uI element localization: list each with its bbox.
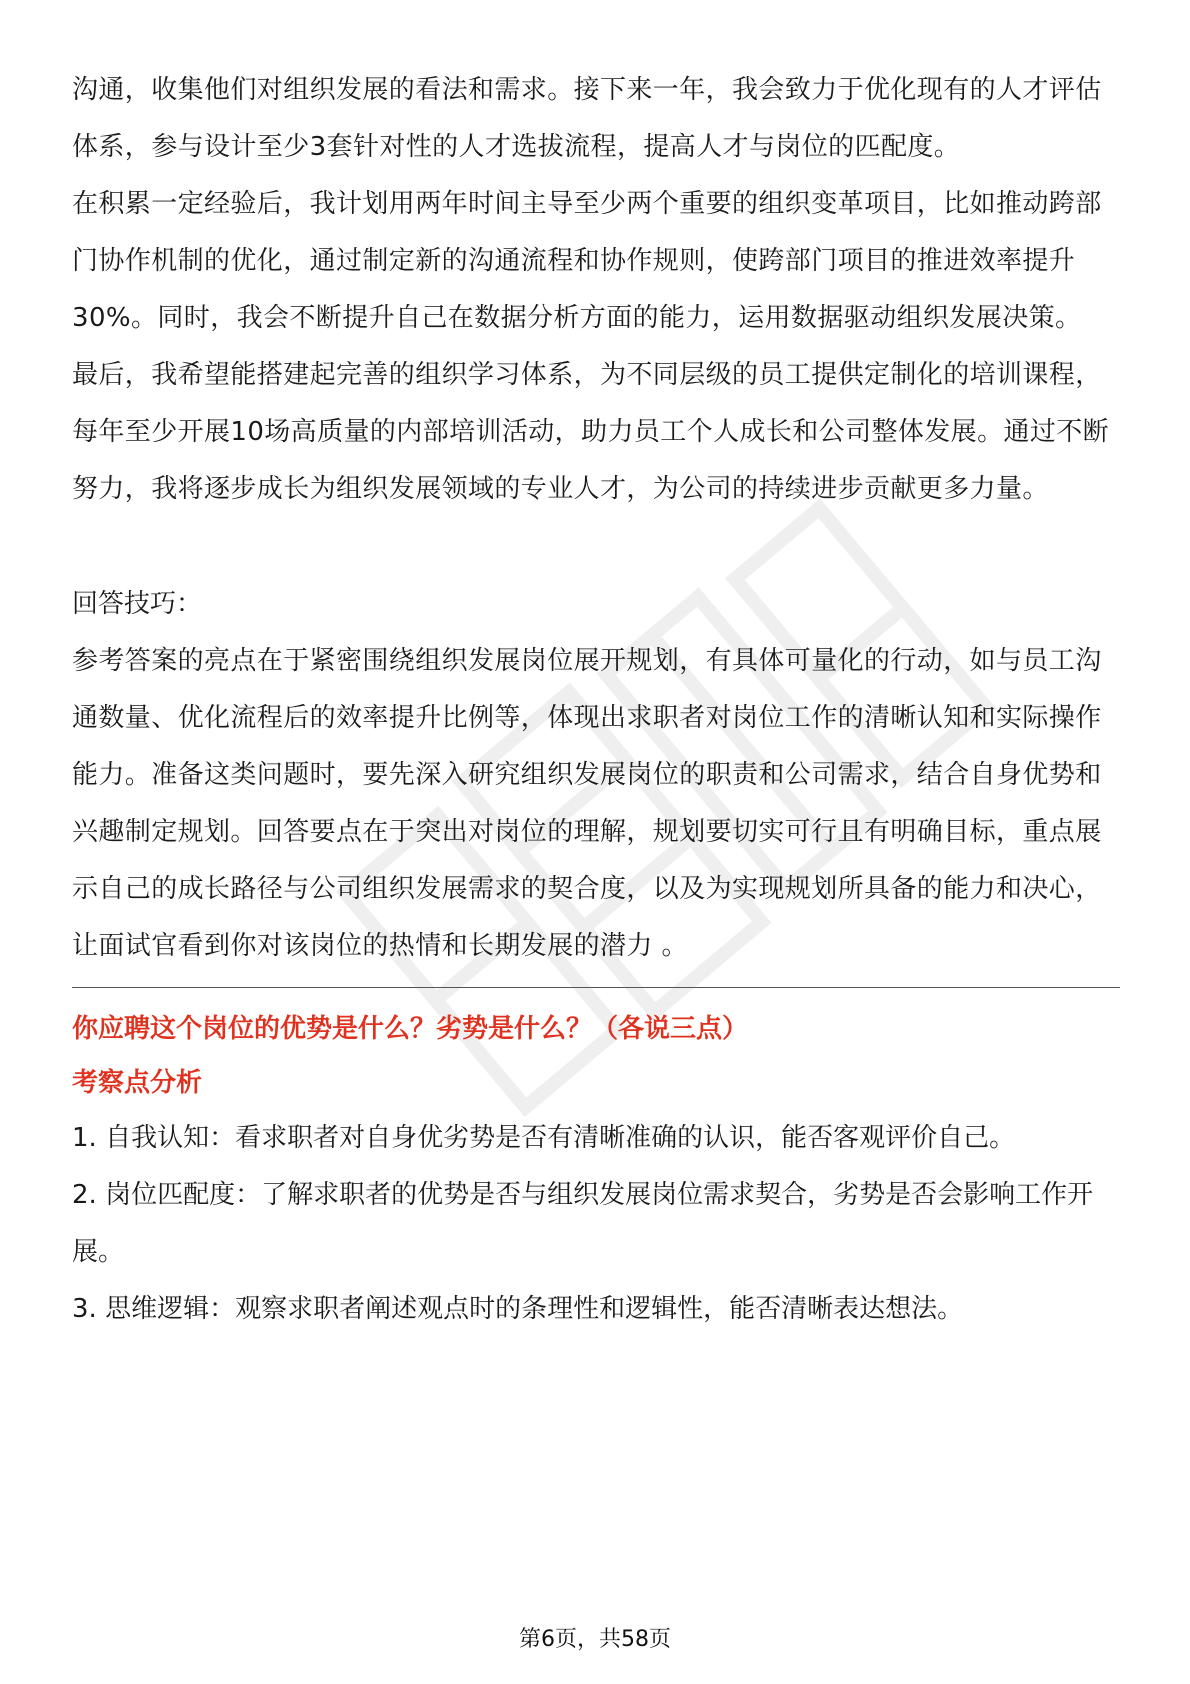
body-paragraph: 最后，我希望能搭建起完善的组织学习体系，为不同层级的员工提供定制化的培训课程，每年至少开展10场高质量的内部培训活动，助力员工个人成长和公司整体发展。通过不断努力，我将逐步成长为组织发展领域的专业人才，为公司的持续进步贡献更多力量。 xyxy=(72,360,1110,504)
analysis-point: 1. 自我认知：看求职者对自身优劣势是否有清晰准确的认识，能否客观评价自己。 xyxy=(72,1123,1016,1153)
page-number: 第6页，共58页 xyxy=(519,1627,671,1652)
spacer xyxy=(72,518,1120,576)
body-paragraph: 沟通，收集他们对组织发展的看法和需求。接下来一年，我会致力于优化现有的人才评估体系，参与设计至少3套针对性的人才选拔流程，提高人才与岗位的匹配度。 xyxy=(72,75,1102,162)
question-title: 你应聘这个岗位的优势是什么？劣势是什么？（各说三点） xyxy=(72,1014,749,1044)
tips-label: 回答技巧： xyxy=(72,589,203,619)
analysis-point: 3. 思维逻辑：观察求职者阐述观点时的条理性和逻辑性，能否清晰表达想法。 xyxy=(72,1294,964,1324)
document-body xyxy=(72,62,1120,1338)
body-paragraph: 在积累一定经验后，我计划用两年时间主导至少两个重要的组织变革项目，比如推动跨部门协作机制的优化，通过制定新的沟通流程和协作规则，使跨部门项目的推进效率提升30%。同时，我会不断提升自己在数据分析方面的能力，运用数据驱动组织发展决策。 xyxy=(72,189,1102,333)
analysis-point: 2. 岗位匹配度：了解求职者的优势是否与组织发展岗位需求契合，劣势是否会影响工作开展。 xyxy=(72,1180,1094,1267)
tips-paragraph: 参考答案的亮点在于紧密围绕组织发展岗位展开规划，有具体可量化的行动，如与员工沟通数量、优化流程后的效率提升比例等，体现出求职者对岗位工作的清晰认知和实际操作能力。准备这类问题时，要先深入研究组织发展岗位的职责和公司需求，结合自身优势和兴趣制定规划。回答要点在于突出对岗位的理解，规划要切实可行且有明确目标，重点展示自己的成长路径与公司组织发展需求的契合度，以及为实现规划所具备的能力和决心，让面试官看到你对该岗位的热情和长期发展的潜力 。 xyxy=(72,646,1102,961)
analysis-heading: 考察点分析 xyxy=(72,1068,203,1098)
section-divider xyxy=(72,987,1120,988)
